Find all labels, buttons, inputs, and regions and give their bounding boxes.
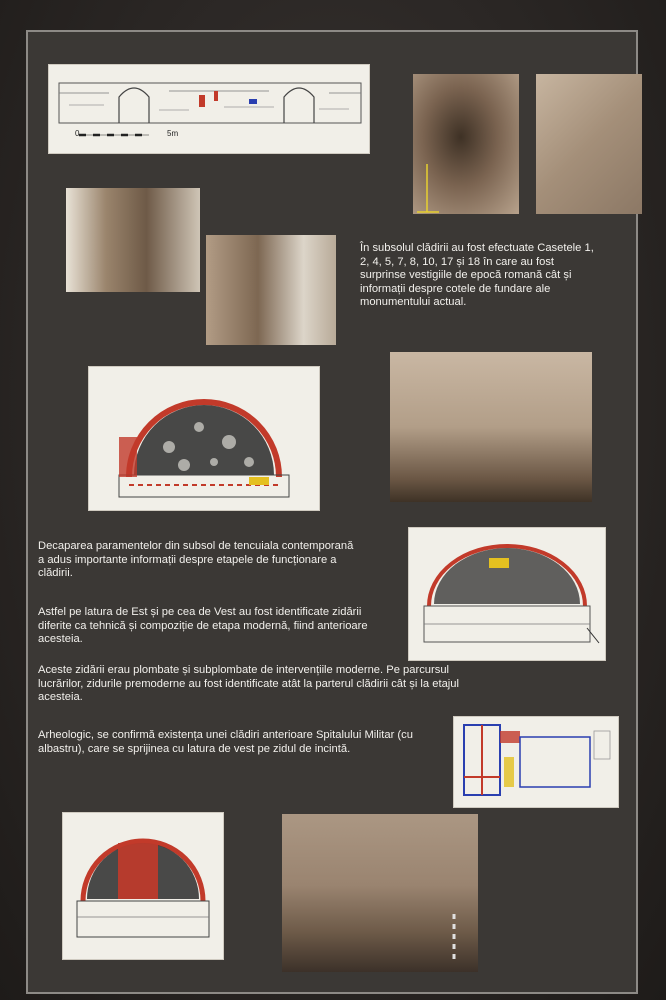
caption-arheologic-text: Arheologic, se confirmă existența unei clădiri anterioare Spitalului Militar (cu albastru), care se sprijinea cu latura de vest pe zidul de incintă. — [38, 729, 413, 755]
caption-zidarii-plombate-text: Aceste zidării erau plombate și subplombate de intervențiile moderne. Pe parcursul lucrărilor, zidurile premoderne au fost identificate atât la parterul clădirii cât și la etajul acesteia. — [38, 664, 459, 704]
floor-plan-drawing — [453, 716, 619, 808]
photo-cellar-wall — [390, 352, 592, 502]
exhibit-board — [26, 30, 638, 994]
photo-vault-corner — [66, 188, 200, 292]
arch-section-drawing-3 — [62, 812, 224, 960]
arch-section-drawing-1 — [88, 366, 320, 511]
caption-casetele — [360, 242, 600, 310]
arch-section-drawing-2 — [408, 527, 606, 661]
caption-latura-est-vest-text: Astfel pe latura de Est și pe cea de Vest au fost identificate zidării diferite ca tehnică și compoziție de etapa modernă, fiind anterioare acesteia. — [38, 606, 368, 646]
plan-drawing-top — [48, 64, 370, 154]
caption-casetele-text: În subsolul clădirii au fost efectuate Casetele 1, 2, 4, 5, 7, 8, 10, 17 și 18 în care au fost surprinse vestigiile de epocă romană cât și informații despre cotele de fundare ale monumentului actual. — [360, 242, 594, 309]
caption-zidarii-plombate — [38, 664, 478, 705]
caption-decaparea — [38, 540, 358, 581]
caption-arheologic — [38, 729, 428, 756]
caption-latura-est-vest — [38, 606, 398, 647]
photo-vault-arch — [206, 235, 336, 345]
caption-decaparea-text: Decaparea paramentelor din subsol de tencuiala contemporană a adus importante informații despre etapele de funcționare a clădirii. — [38, 540, 354, 580]
photo-excavation-floor — [282, 814, 478, 972]
photo-wall-plaster — [536, 74, 642, 214]
scale-start-label: 0 — [75, 129, 80, 138]
photo-tunnel — [413, 74, 519, 214]
scale-end-label: 5m — [167, 129, 179, 138]
